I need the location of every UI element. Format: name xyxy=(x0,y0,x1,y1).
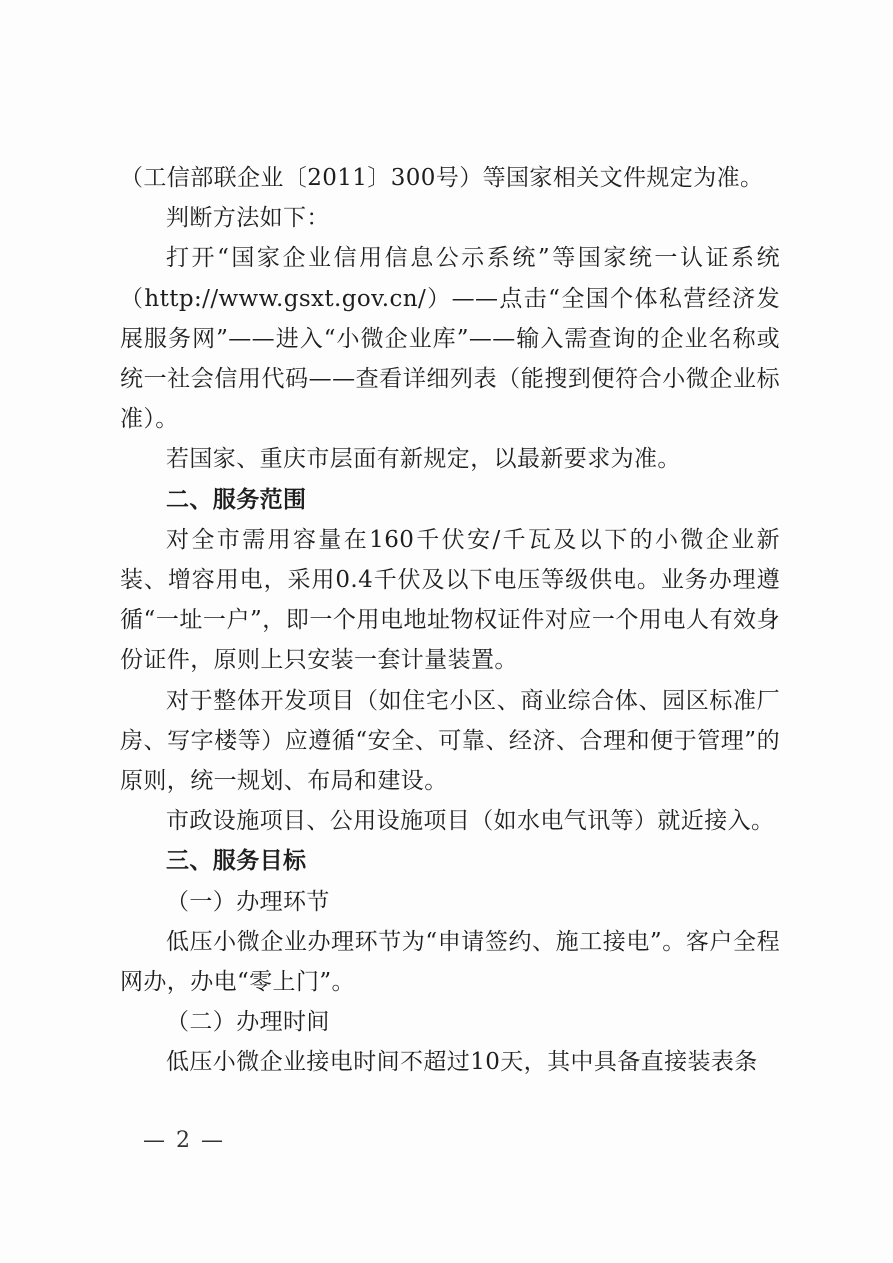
section-heading-service-goals: 三、服务目标 xyxy=(166,848,307,875)
document-body xyxy=(120,158,780,1083)
section-heading-service-scope: 二、服务范围 xyxy=(166,486,307,513)
paragraph-scope-capacity: 对全市需用容量在160千伏安/千瓦及以下的小微企业新装、增容用电，采用0.4千伏及以下电压等级供电。业务办理遵循“一址一户”，即一个用电地址物权证件对应一个用电人有效身份证件，原则上只安装一套计量装置。 xyxy=(120,526,780,674)
subheading-process-time: （二）办理时间 xyxy=(166,1009,330,1036)
page-number: — 2 — xyxy=(143,1128,225,1153)
paragraph-process-time: 低压小微企业接电时间不超过10天，其中具备直接装表条 xyxy=(166,1049,758,1076)
paragraph-method-intro: 判断方法如下： xyxy=(166,205,330,232)
paragraph-development-projects: 对于整体开发项目（如住宅小区、商业综合体、园区标准厂房、写字楼等）应遵循“安全、可靠、经济、合理和便于管理”的原则，统一规划、布局和建设。 xyxy=(120,687,780,795)
paragraph-process-steps: 低压小微企业办理环节为“申请签约、施工接电”。客户全程网办，办电“零上门”。 xyxy=(120,928,780,996)
paragraph-standard-reference: （工信部联企业〔2011〕300号）等国家相关文件规定为准。 xyxy=(120,165,764,191)
paragraph-latest-requirements: 若国家、重庆市层面有新规定，以最新要求为准。 xyxy=(166,446,681,473)
paragraph-query-steps: 打开“国家企业信用信息公示系统”等国家统一认证系统（http://www.gsxt.gov.cn/）——点击“全国个体私营经济发展服务网”——进入“小微企业库”——输入需查询的企业名称或统一社会信用代码——查看详细列表（能搜到便符合小微企业标准）。 xyxy=(120,245,780,433)
subheading-process-steps: （一）办理环节 xyxy=(166,888,330,915)
paragraph-municipal-projects: 市政设施项目、公用设施项目（如水电气讯等）就近接入。 xyxy=(166,808,775,835)
